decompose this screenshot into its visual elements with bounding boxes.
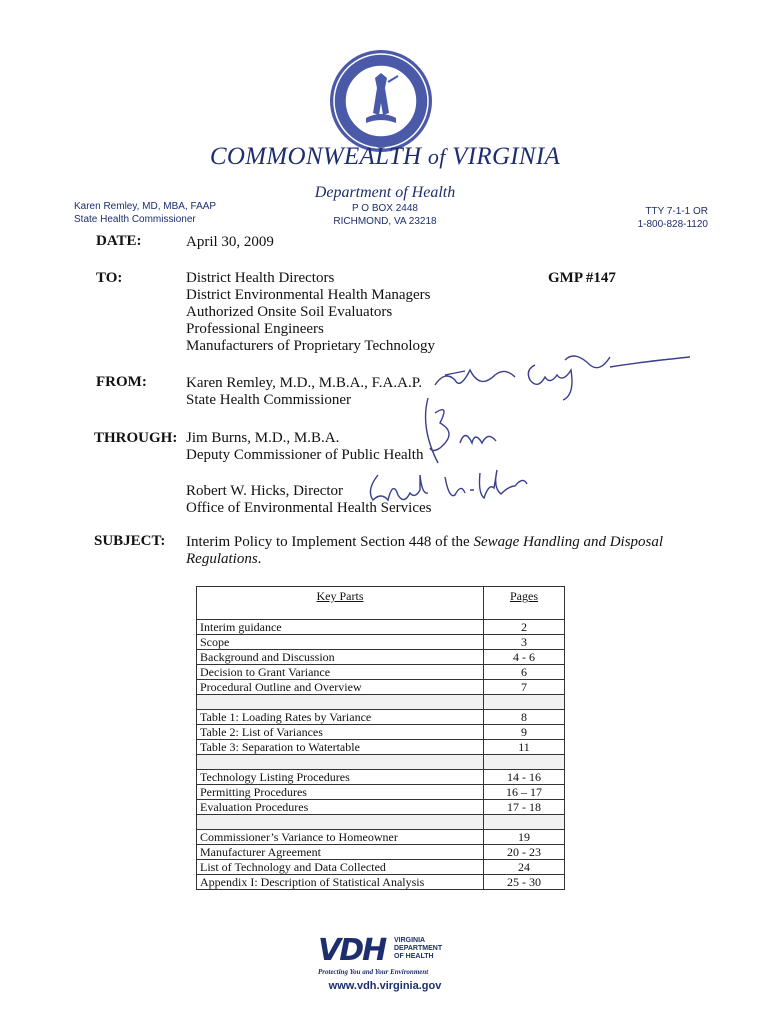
- tty-line-1: TTY 7-1-1 OR: [645, 206, 708, 217]
- to-recipients: [186, 270, 435, 355]
- table-header-row: [197, 587, 565, 620]
- section-cell: Technology Listing Procedures: [197, 770, 484, 785]
- through-title-1: Deputy Commissioner of Public Health: [186, 447, 424, 463]
- tty-line-2: 1-800-828-1120: [637, 219, 708, 230]
- commissioner-title: State Health Commissioner: [74, 214, 196, 225]
- table-row: [197, 620, 565, 635]
- pages-cell: 14 - 16: [484, 770, 565, 785]
- table-row: [197, 650, 565, 665]
- tty-block: [600, 205, 708, 231]
- date-value: April 30, 2009: [186, 234, 274, 250]
- pages-cell: 7: [484, 680, 565, 695]
- section-cell: Procedural Outline and Overview: [197, 680, 484, 695]
- section-cell: Background and Discussion: [197, 650, 484, 665]
- pages-cell: 24: [484, 860, 565, 875]
- from-name: Karen Remley, M.D., M.B.A., F.A.A.P.: [186, 375, 423, 391]
- table-row: [197, 800, 565, 815]
- vdh-letters: VDH: [318, 933, 386, 968]
- pages-cell: 20 - 23: [484, 845, 565, 860]
- website-url: www.vdh.virginia.gov: [328, 980, 442, 992]
- section-cell: Appendix I: Description of Statistical Analysis: [197, 875, 484, 890]
- table-row: [197, 725, 565, 740]
- subject-label: SUBJECT:: [94, 533, 166, 549]
- city-state-zip: RICHMOND, VA 23218: [333, 216, 437, 227]
- subject-text: Interim Policy to Implement Section 448 of the Sewage Handling and Disposal Regulations.: [186, 534, 664, 567]
- gmp-number: GMP #147: [548, 270, 616, 286]
- section-cell: Permitting Procedures: [197, 785, 484, 800]
- table-row: [197, 860, 565, 875]
- from-label: FROM:: [96, 374, 147, 390]
- department-name: Department of Health: [314, 184, 456, 201]
- through-block-1: [186, 430, 423, 464]
- table-row: [197, 740, 565, 755]
- section-cell: Interim guidance: [197, 620, 484, 635]
- table-row: [197, 680, 565, 695]
- key-parts-table: [196, 586, 565, 890]
- pages-cell: 19: [484, 830, 565, 845]
- section-cell: Evaluation Procedures: [197, 800, 484, 815]
- po-box: P O BOX 2448: [352, 203, 418, 214]
- recipient-line: Manufacturers of Proprietary Technology: [186, 338, 436, 354]
- pages-cell: 6: [484, 665, 565, 680]
- recipient-line: District Environmental Health Managers: [186, 287, 431, 303]
- section-cell: Decision to Grant Variance: [197, 665, 484, 680]
- table-row: [197, 635, 565, 650]
- pages-cell: 17 - 18: [484, 800, 565, 815]
- table-row: [197, 785, 565, 800]
- letterhead-title: COMMONWEALTH of VIRGINIA: [209, 143, 561, 170]
- section-cell: Table 1: Loading Rates by Variance: [197, 710, 484, 725]
- section-cell: Manufacturer Agreement: [197, 845, 484, 860]
- recipient-line: Authorized Onsite Soil Evaluators: [186, 304, 393, 320]
- vdh-logo-text: VIRGINIA DEPARTMENT OF HEALTH: [394, 937, 443, 960]
- recipient-line: District Health Directors: [186, 270, 335, 286]
- table-row: [197, 875, 565, 890]
- section-cell: Table 2: List of Variances: [197, 725, 484, 740]
- deputy-signature: [420, 393, 530, 468]
- section-cell: Scope: [197, 635, 484, 650]
- director-signature: [360, 465, 535, 510]
- commissioner-block: [74, 200, 216, 226]
- pages-cell: 25 - 30: [484, 875, 565, 890]
- through-title-2: Office of Environmental Health Services: [186, 500, 432, 516]
- through-name-2: Robert W. Hicks, Director: [186, 483, 344, 499]
- table-spacer-row: [197, 695, 565, 710]
- table-row: [197, 830, 565, 845]
- commissioner-name: Karen Remley, MD, MBA, FAAP: [74, 201, 217, 212]
- section-cell: Commissioner’s Variance to Homeowner: [197, 830, 484, 845]
- pages-cell: 2: [484, 620, 565, 635]
- pages-cell: 9: [484, 725, 565, 740]
- table-row: [197, 770, 565, 785]
- table-row: [197, 710, 565, 725]
- from-title: State Health Commissioner: [186, 392, 351, 408]
- from-block: [186, 375, 422, 409]
- pages-header: Pages: [484, 587, 565, 620]
- through-name-1: Jim Burns, M.D., M.B.A.: [186, 430, 340, 446]
- table-row: [197, 665, 565, 680]
- vdh-tagline: Protecting You and Your Environment: [318, 968, 429, 976]
- section-cell: Table 3: Separation to Watertable: [197, 740, 484, 755]
- through-label: THROUGH:: [94, 430, 178, 446]
- pages-cell: 3: [484, 635, 565, 650]
- recipient-line: Professional Engineers: [186, 321, 324, 337]
- pages-cell: 4 - 6: [484, 650, 565, 665]
- date-label: DATE:: [96, 233, 142, 249]
- virginia-seal-logo: [328, 48, 434, 154]
- section-cell: List of Technology and Data Collected: [197, 860, 484, 875]
- pages-cell: 16 – 17: [484, 785, 565, 800]
- vdh-logo: [318, 935, 468, 979]
- table-row: [197, 845, 565, 860]
- pages-cell: 8: [484, 710, 565, 725]
- table-spacer-row: [197, 755, 565, 770]
- key-parts-header: Key Parts: [197, 587, 484, 620]
- table-spacer-row: [197, 815, 565, 830]
- pages-cell: 11: [484, 740, 565, 755]
- to-label: TO:: [96, 270, 123, 286]
